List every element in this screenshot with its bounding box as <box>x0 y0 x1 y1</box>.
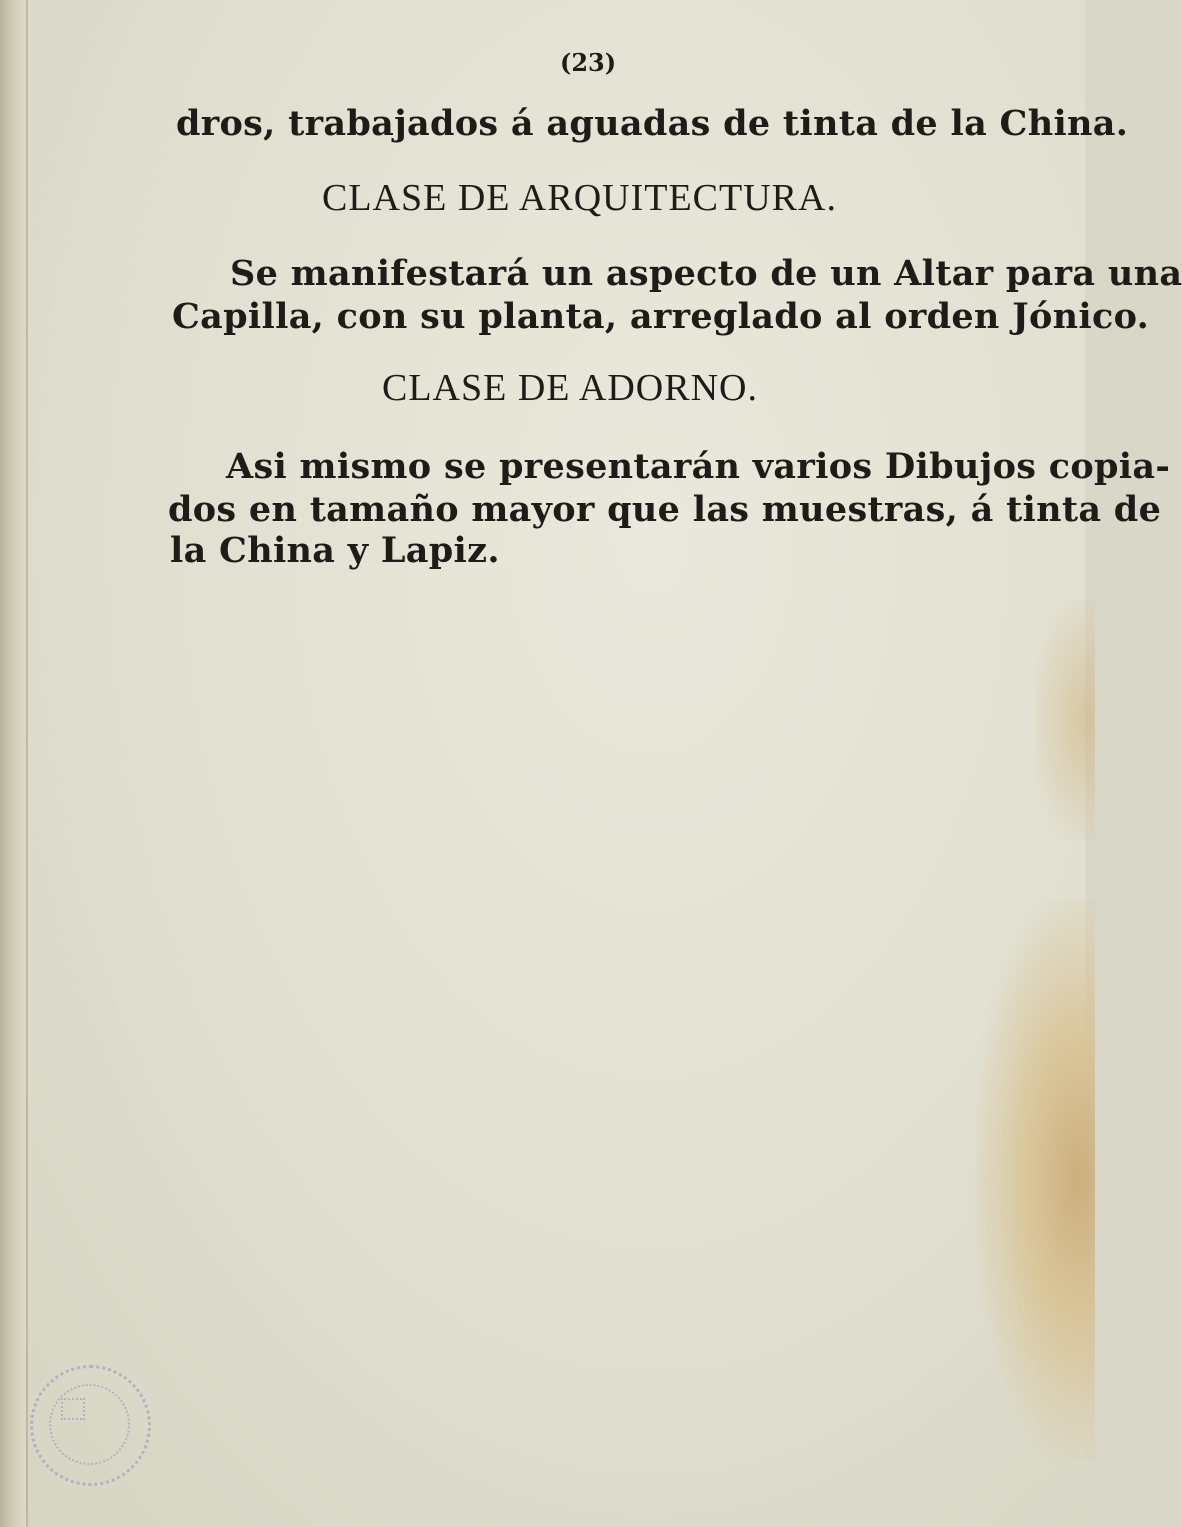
continuation-line: dros, trabajados á aguadas de tinta de la China. <box>176 103 1129 144</box>
water-stain-lower <box>975 900 1095 1460</box>
library-stamp-icon <box>30 1365 151 1486</box>
adorno-paragraph-line-3: la China y Lapiz. <box>170 530 500 571</box>
heading-clase-adorno: CLASE DE ADORNO. <box>382 367 758 409</box>
library-stamp-emblem <box>61 1398 85 1420</box>
adorno-paragraph-line-2: dos en tamaño mayor que las muestras, á tinta de <box>168 489 1162 530</box>
adorno-paragraph-line-1: Asi mismo se presentarán varios Dibujos copia- <box>226 446 1171 487</box>
arquitectura-paragraph-line-2: Capilla, con su planta, arreglado al orden Jónico. <box>172 296 1150 337</box>
heading-clase-arquitectura: CLASE DE ARQUITECTURA. <box>322 177 837 219</box>
binding-edge <box>26 0 28 1527</box>
page-number: (23) <box>560 48 617 77</box>
library-stamp-inner-ring <box>49 1384 130 1465</box>
water-stain-upper <box>1035 600 1095 840</box>
arquitectura-paragraph-line-1: Se manifestará un aspecto de un Altar para una <box>230 253 1182 294</box>
page-gutter-shadow <box>0 0 26 1527</box>
